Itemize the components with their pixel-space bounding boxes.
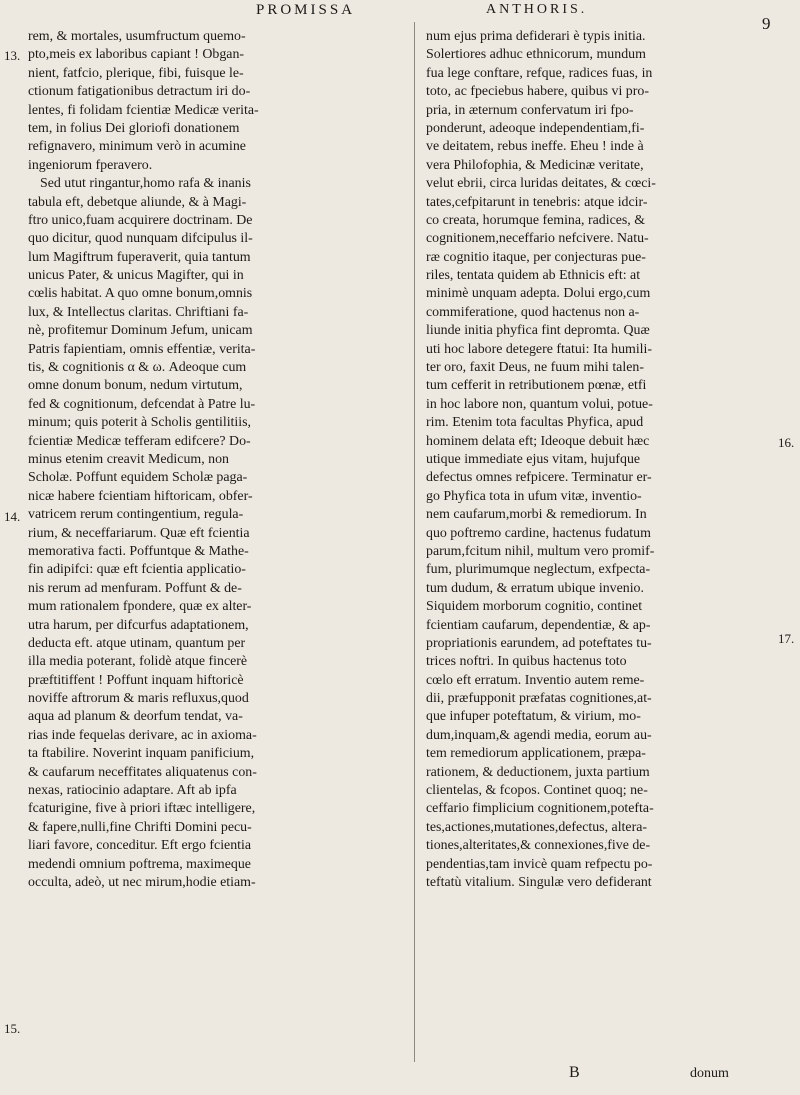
text-line: tum dudum, & erratum ubique invenio.	[426, 580, 644, 596]
text-line: ta ftabilire. Noverint inquam panificium,	[28, 746, 255, 762]
text-line: tem remediorum applicationem, præpa-	[426, 746, 646, 762]
text-line: quo dicitur, quod nunquam difcipulus il-	[28, 231, 253, 247]
text-line: minus etenim creavit Medicum, non	[28, 451, 229, 467]
text-line: unicus Pater, & unicus Magifter, qui in	[28, 268, 244, 284]
text-line: Scholæ. Poffunt equidem Scholæ paga-	[28, 470, 248, 486]
text-line: noviffe aftrorum & maris refluxus,quod	[28, 691, 249, 707]
catchword: donum	[690, 1066, 729, 1081]
text-line: go Phyfica tota in ufum vitæ, inventio-	[426, 488, 642, 504]
running-head-right: ANTHORIS.	[486, 2, 588, 17]
column-divider	[414, 22, 415, 1062]
margin-number-14: 14.	[4, 509, 21, 524]
text-line: & caufarum neceffitates aliquatenus con-	[28, 764, 257, 780]
text-line: utique immediate ejus vitam, hujufque	[426, 451, 641, 467]
text-line: ve deitatem, rebus ineffe. Eheu ! inde à	[426, 139, 644, 155]
text-line: fcientiæ Medicæ tefferam edifcere? Do-	[28, 433, 251, 449]
left-text-column	[28, 28, 404, 892]
text-line: illa media poterant, folidè atque fincerè	[28, 654, 248, 670]
page-number: 9	[762, 14, 771, 33]
text-line: commiferatione, quod hactenus non a-	[426, 304, 640, 320]
text-line: nis rerum ad menfuram. Poffunt & de-	[28, 580, 242, 596]
text-line: dii, præfupponit præfatas cognitiones,at-	[426, 691, 652, 707]
text-line: tabula eft, debetque aliunde, & à Magi-	[28, 194, 247, 210]
text-line: & fapere,nulli,fine Chrifti Domini pecu-	[28, 819, 252, 835]
text-line: num ejus prima defiderari è typis initia.	[426, 29, 646, 44]
text-line: fcaturigine, five à priori iftæc intelligere,	[28, 801, 256, 817]
text-line: rem, & mortales, usumfructum quemo-	[28, 29, 246, 44]
text-line: memorativa facti. Poffuntque & Mathe-	[28, 543, 249, 559]
text-line: fed & cognitionum, defcendat à Patre lu-	[28, 396, 256, 412]
text-line: que infuper poteftatum, & virium, mo-	[426, 709, 641, 725]
text-line: riles, tentata quidem ab Ethnicis eft: at	[426, 268, 641, 284]
text-line: nè, profitemur Dominum Jefum, unicam	[28, 323, 253, 339]
text-line: nient, fatfcio, plerique, fibi, fuisque le-	[28, 65, 244, 81]
text-line: fua lege conftare, refque, radices fuas, in	[426, 65, 653, 81]
margin-number-13: 13.	[4, 48, 21, 63]
text-line: tes,actiones,mutationes,defectus, altera-	[426, 819, 648, 835]
text-line: fum, plurimumque neglectum, exfpecta-	[426, 562, 651, 578]
text-line: cœlis habitat. A quo omne bonum,omnis	[28, 286, 253, 302]
text-line: ræ cognitio itaque, per conjecturas pue-	[426, 249, 646, 265]
text-line: parum,fcitum nihil, multum vero promif-	[426, 543, 655, 559]
text-line: præftitiffent ! Poffunt inquam hiftoricè	[28, 672, 244, 688]
text-line: vera Philofophia, & Medicinæ veritate,	[426, 157, 644, 173]
text-line: defectus omnes refpicere. Terminatur er-	[426, 470, 652, 486]
text-line: nexas, ratiocinio adaptare. Aft ab ipfa	[28, 783, 237, 799]
text-line: uti hoc labore detegere ftatui: Ita humili-	[426, 341, 653, 357]
text-line: utra harum, per difcurfus adaptationem,	[28, 617, 249, 633]
text-line: omne donum bonum, nedum virtutum,	[28, 378, 243, 394]
text-line: medendi omnium poftrema, maximeque	[28, 856, 251, 872]
text-line: nicæ habere fcientiam hiftoricam, obfer-	[28, 488, 253, 504]
text-line: Patris fapientiam, omnis effentiæ, verita-	[28, 341, 256, 357]
text-line: Siquidem morborum cognitio, continet	[426, 599, 643, 615]
text-line: refignavero, minimum verò in acumine	[28, 139, 246, 155]
text-line: rationem, & deductionem, juxta partium	[426, 764, 650, 780]
text-line: co creata, horumque femina, radices, &	[426, 212, 646, 228]
text-line: tis, & cognitionis α & ω. Adeoque cum	[28, 360, 247, 376]
text-line: Solertiores adhuc ethnicorum, mundum	[426, 47, 646, 63]
text-line: lux, & Intellectus claritas. Chriftiani fa-	[28, 304, 249, 320]
text-line: ter oro, faxit Deus, ne fuum mihi talen-	[426, 360, 644, 376]
text-line: aqua ad planum & deorfum tendat, va-	[28, 709, 243, 725]
text-line: liunde initia phyfica fint depromta. Quæ	[426, 323, 650, 339]
margin-number-16: 16.	[778, 435, 795, 450]
text-line: dum,inquam,& agendi media, eorum au-	[426, 727, 652, 743]
text-line: hominem delata eft; Ideoque debuit hæc	[426, 433, 650, 449]
text-line: tiones,alteritates,& connexiones,five de-	[426, 838, 651, 854]
text-line: tum cefferit in retributionem pœnæ, etfi	[426, 378, 647, 394]
text-line: teftatù vitalium. Singulæ vero defiderant	[426, 874, 652, 890]
text-line: deducta eft. atque utinam, quantum per	[28, 635, 246, 651]
text-line: cognitionem,neceffario nefcivere. Natu-	[426, 231, 649, 247]
text-line: vatricem rerum contingentium, regula-	[28, 507, 244, 523]
margin-number-15: 15.	[4, 1021, 21, 1036]
right-text-column	[426, 28, 774, 892]
text-line: minimè unquam adepta. Dolui ergo,cum	[426, 286, 651, 302]
text-line: rias inde fequelas derivare, ac in axioma-	[28, 727, 257, 743]
signature-mark: B	[569, 1064, 580, 1081]
text-line: nem caufarum,morbi & remediorum. In	[426, 507, 647, 523]
text-line: Sed utut ringantur,homo rafa & inanis	[40, 176, 251, 192]
margin-number-17: 17.	[778, 631, 795, 646]
text-line: minum; quis poterit à Scholis gentilitiis,	[28, 415, 252, 431]
text-line: ingeniorum fperavero.	[28, 157, 153, 173]
text-line: rim. Etenim tota facultas Phyfica, apud	[426, 415, 644, 431]
text-line: quo poftremo cardine, hactenus fudatum	[426, 525, 651, 541]
text-line: propriationis earundem, ad poteftates tu-	[426, 635, 652, 651]
text-line: ftro unico,fuam acquirere doctrinam. De	[28, 212, 253, 228]
text-line: ponderunt, adeoque independentiam,fi-	[426, 120, 645, 136]
text-line: pria, in æternum confervatum iri fpo-	[426, 102, 634, 118]
text-line: lentes, fi folidam fcientiæ Medicæ verita-	[28, 102, 259, 118]
text-line: occulta, adeò, ut nec mirum,hodie etiam-	[28, 874, 256, 890]
text-line: pendentias,tam invicè quam refpectu po-	[426, 856, 653, 872]
text-line: pto,meis ex laboribus capiant ! Obgan-	[28, 47, 245, 63]
text-line: tem, in folius Dei gloriofi donationem	[28, 120, 240, 136]
text-line: fcientiam caufarum, dependentiæ, & ap-	[426, 617, 651, 633]
text-line: lum Magiftrum fuperaverit, quia tantum	[28, 249, 251, 265]
text-line: ceffario fimplicium cognitionem,potefta-	[426, 801, 654, 817]
text-line: trices noftri. In quibus hactenus toto	[426, 654, 627, 670]
running-head-left: PROMISSA	[256, 2, 356, 18]
text-line: in hoc labore non, quantum volui, potue-	[426, 396, 653, 412]
text-line: rium, & neceffariarum. Quæ eft fcientia	[28, 525, 250, 541]
text-line: velut ebrii, circa luridas deitates, & cœci-	[426, 176, 656, 192]
text-line: cœlo eft erratum. Inventio autem reme-	[426, 672, 645, 688]
text-line: tates,cefpitarunt in tenebris: atque idcir-	[426, 194, 648, 210]
text-line: fin adipifci: quæ eft fcientia applicatio-	[28, 562, 246, 578]
text-line: clientelas, & fcopos. Continet quoq; ne-	[426, 783, 648, 799]
text-line: ctionum fatigationibus detractum iri do-	[28, 84, 251, 100]
text-line: mum rationalem fpondere, quæ ex alter-	[28, 599, 252, 615]
text-line: liari favore, conceditur. Eft ergo fcientia	[28, 838, 252, 854]
text-line: toto, ac fpeciebus habere, quibus vi pro-	[426, 84, 649, 100]
